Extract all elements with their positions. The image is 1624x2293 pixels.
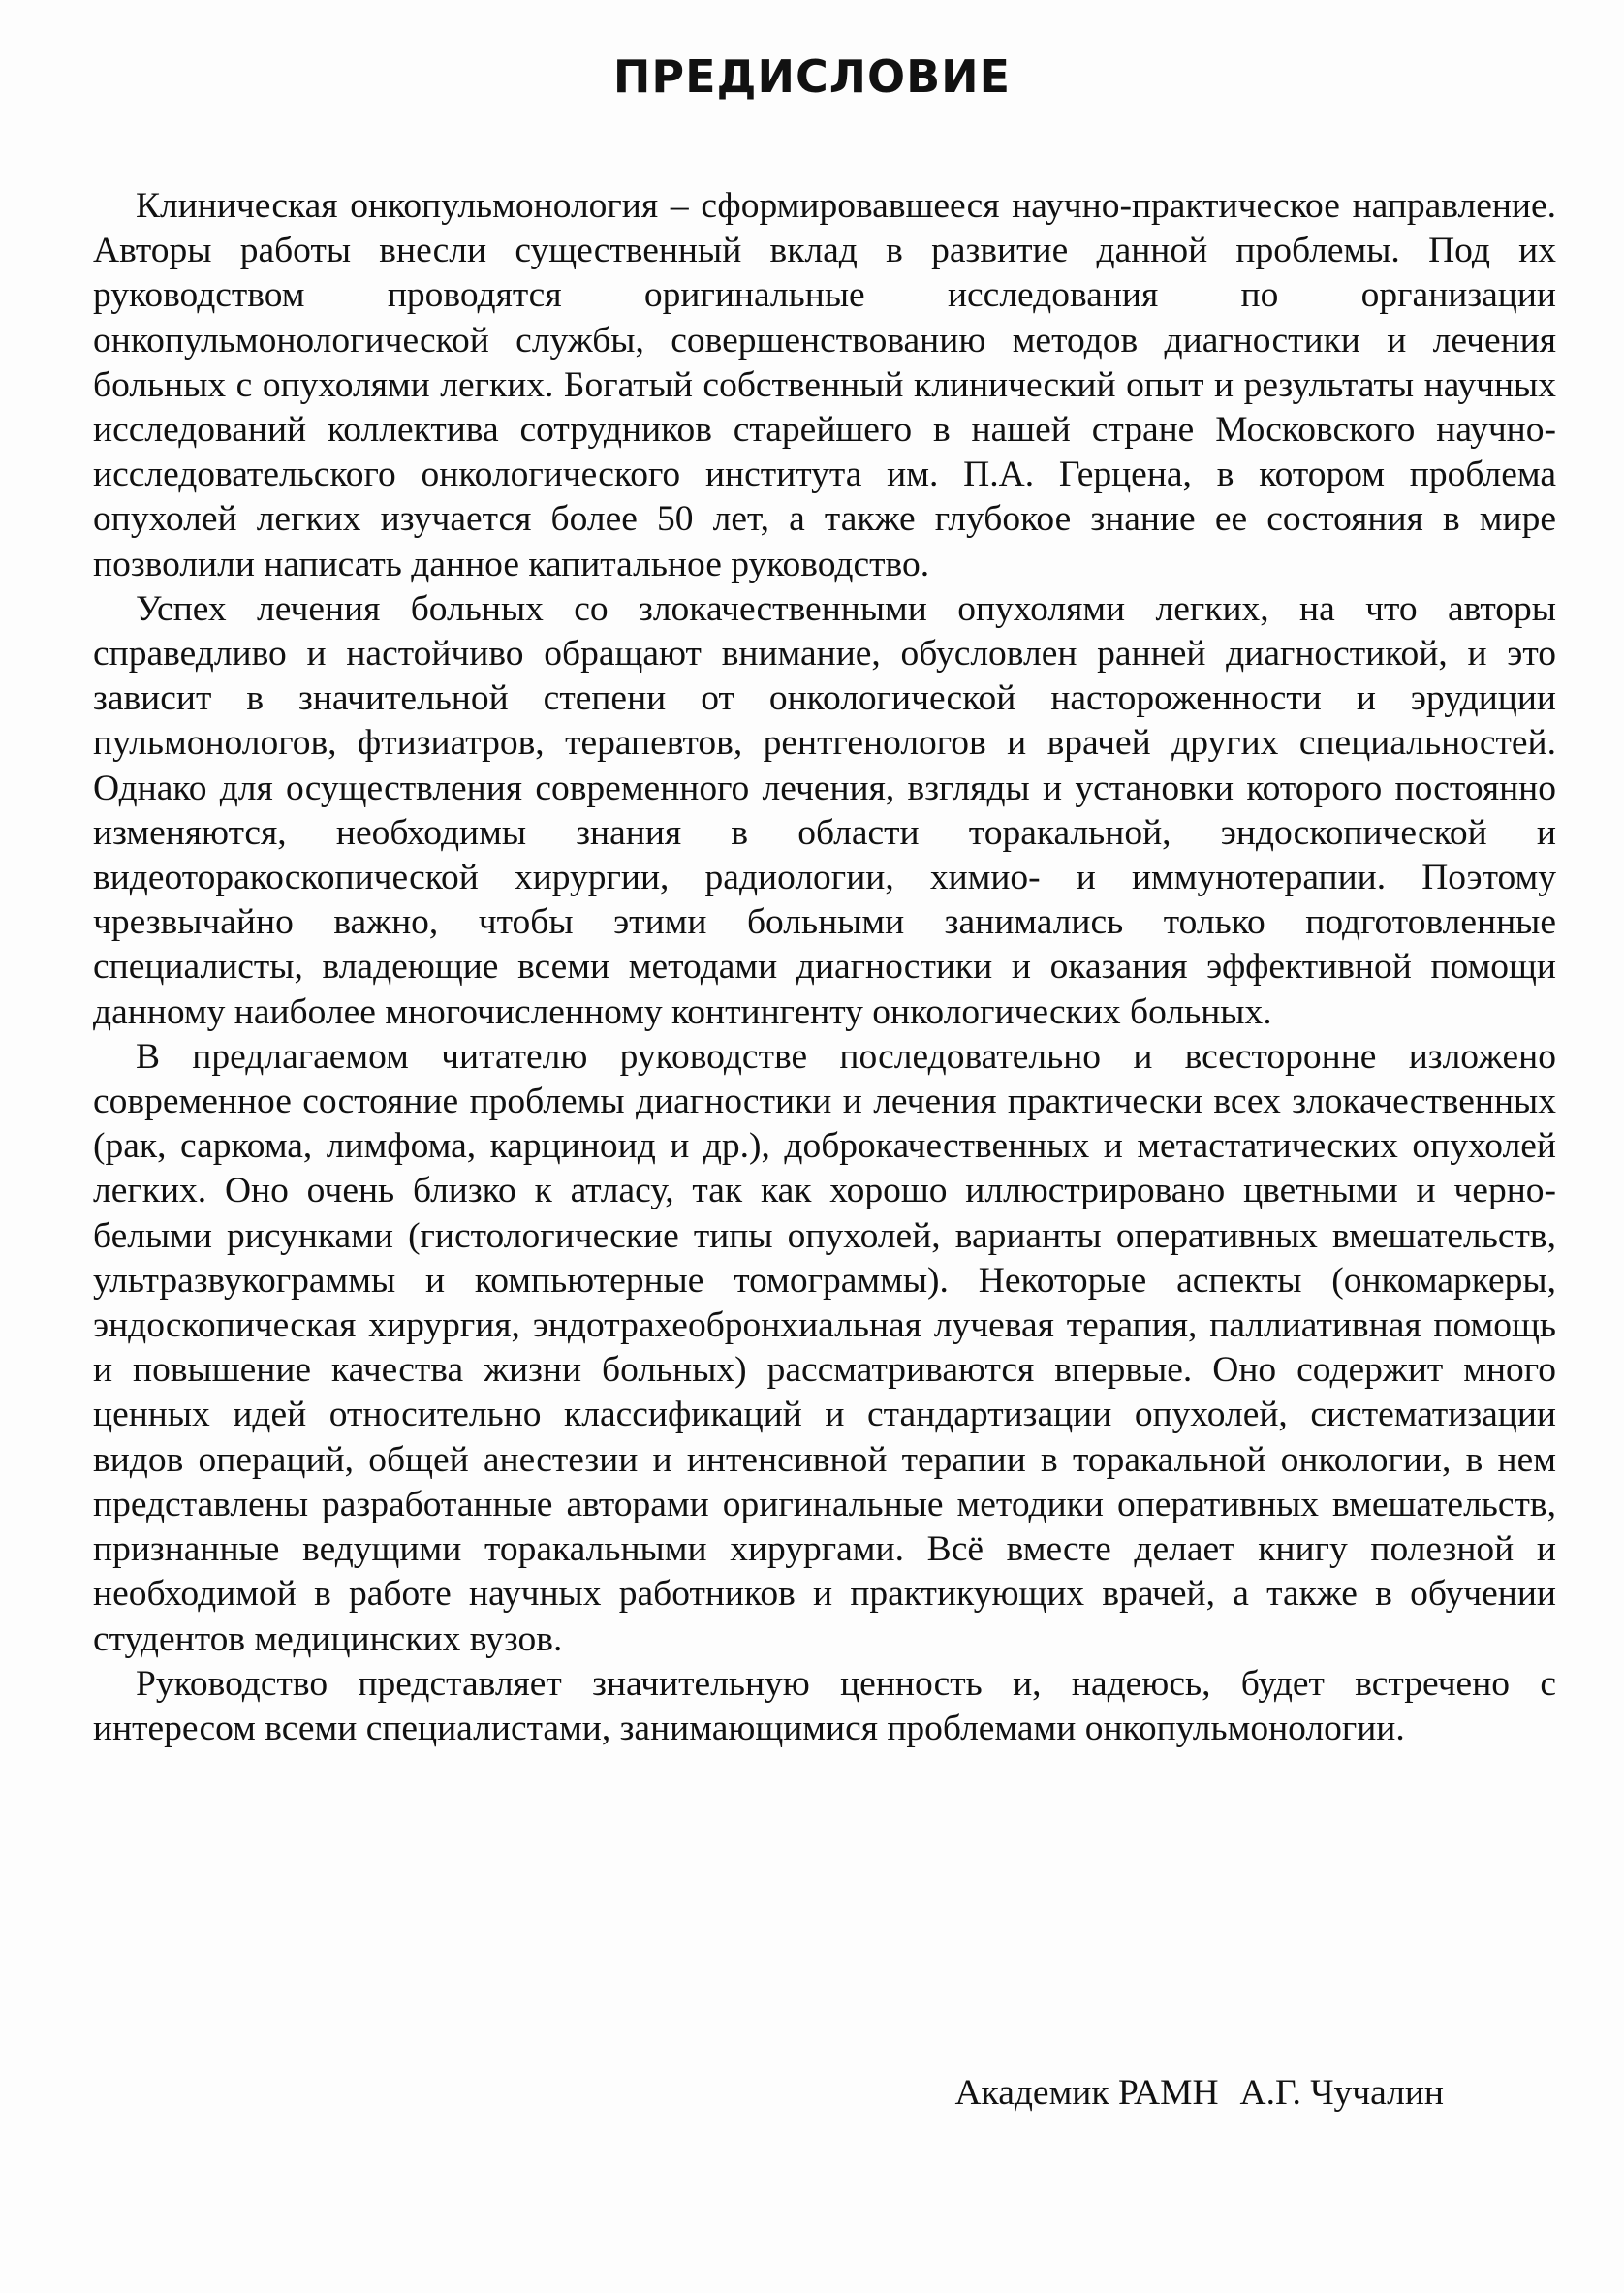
- paragraph-2: Успех лечения больных со злокачественными опухолями легких, на что авторы справедливо и настойчиво обращают внимание, обусловлен ранней диагностикой, и это зависит в значительной степени от онкологической настороженности и эрудиции пульмонологов, фтизиатров, терапевтов, рентгенологов и врачей других специальностей. Однако для осуществления современного лечения, взгляды и установки которого постоянно изменяются, необходимы знания в области торакальной, эндоскопической и видеоторакоскопической хирургии, радиологии, химио- и иммунотерапии. Поэтому чрезвычайно важно, чтобы этими больными занимались только подготовленные специалисты, владеющие всеми методами диагностики и оказания эффективной помощи данному наиболее многочисленному контингенту онкологических больных.: [93, 588, 1556, 1032]
- signature: [0, 2072, 1444, 2114]
- page-title: ПРЕДИСЛОВИЕ: [612, 50, 1012, 103]
- signature-name: А.Г. Чучалин: [1239, 2073, 1444, 2113]
- paragraph-3: В предлагаемом читателю руководстве последовательно и всесторонне изложено современное состояние проблемы диагностики и лечения практически всех злокачественных (рак, саркома, лимфома, карциноид и др.), доброкачественных и метастатических опухолей легких. Оно очень близко к атласу, так как хорошо иллюстрировано цветными и черно-белыми рисунками (гистологические типы опухолей, варианты оперативных вмешательств, ультразвукограммы и компьютерные томограммы). Некоторые аспекты (онкомаркеры, эндоскопическая хирургия, эндотрахеобронхиальная лучевая терапия, паллиативная помощь и повышение качества жизни больных) рассматриваются впервые. Оно содержит много ценных идей относительно классификаций и стандартизации опухолей, систематизации видов операций, общей анестезии и интенсивной терапии в торакальной онкологии, в нем представлены разработанные авторами оригинальные методики оперативных вмешательств, признанные ведущими торакальными хирургами. Всё вместе делает книгу полезной и необходимой в работе научных работников и практикующих врачей, а также в обучении студентов медицинских вузов.: [93, 1036, 1556, 1659]
- preface-body: [93, 184, 1556, 1751]
- signature-title: Академик РАМН: [954, 2073, 1219, 2113]
- paragraph-4: Руководство представляет значительную ценность и, надеюсь, будет встречено с интересом всеми специалистами, занимающимися проблемами онкопульмонологии.: [93, 1663, 1556, 1748]
- paragraph-1: Клиническая онкопульмонология – сформировавшееся научно-практическое направление. Авторы работы внесли существенный вклад в развитие данной проблемы. Под их руководством проводятся оригинальные исследования по организации онкопульмонологической службы, совершенствованию методов диагностики и лечения больных с опухолями легких. Богатый собственный клинический опыт и результаты научных исследований коллектива сотрудников старейшего в нашей стране Московского научно-исследовательского онкологического института им. П.А. Герцена, в котором проблема опухолей легких изучается более 50 лет, а также глубокое знание ее состояния в мире позволили написать данное капитальное руководство.: [93, 186, 1556, 584]
